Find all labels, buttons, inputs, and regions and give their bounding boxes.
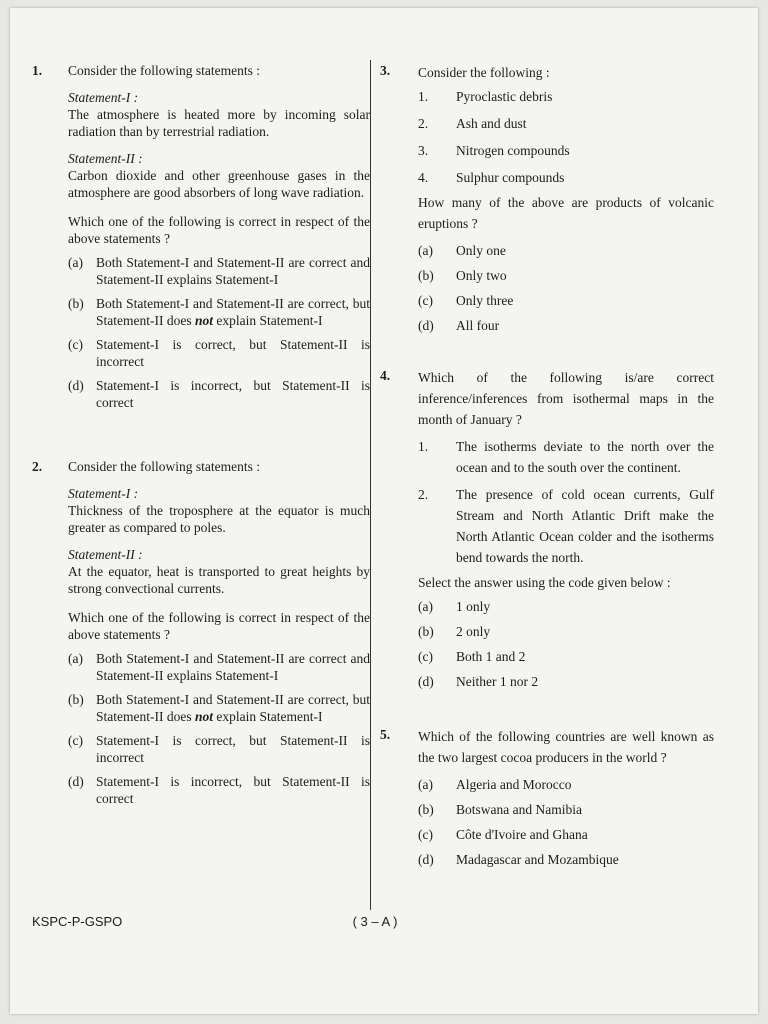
- option-c[interactable]: (c) Statement-I is correct, but Statement-II is incorrect: [68, 733, 370, 765]
- option-a[interactable]: (a) Only one: [418, 243, 506, 258]
- statement-1-text: Thickness of the troposphere at the equator is much greater as compared to poles.: [68, 503, 370, 535]
- option-a[interactable]: (a) 1 only: [418, 599, 491, 614]
- statement-1-label: Statement-I :: [68, 486, 139, 501]
- list-item: 2. The presence of cold ocean currents, Gulf Stream and North Atlantic Drift make the North Atlantic Ocean colder and the isotherms bend towards the north.: [418, 487, 714, 565]
- statement-1-label: Statement-I :: [68, 90, 139, 105]
- option-d[interactable]: (d) Statement-I is incorrect, but Statement-II is correct: [68, 378, 370, 410]
- statement-2-text: At the equator, heat is transported to great heights by strong convectional currents.: [68, 564, 370, 596]
- question-intro: Consider the following statements :: [68, 63, 260, 78]
- emphasis-not: not: [194, 313, 213, 328]
- question-1: [32, 62, 370, 411]
- question-number: 5.: [380, 727, 391, 742]
- option-c[interactable]: (c) Both 1 and 2: [418, 649, 526, 664]
- statement-2-label: Statement-II :: [68, 547, 143, 562]
- page-number: ( 3 – A ): [352, 914, 398, 929]
- question-stem: Which one of the following is correct in respect of the above statements ?: [68, 610, 370, 642]
- question-number: 1.: [32, 63, 43, 78]
- question-stem: How many of the above are products of volcanic eruptions ?: [418, 195, 714, 231]
- statement-2-text: Carbon dioxide and other greenhouse gases in the atmosphere are good absorbers of long wave radiation.: [68, 168, 370, 200]
- option-a[interactable]: (a) Both Statement-I and Statement-II are correct and Statement-II explains Statement-I: [68, 255, 370, 287]
- list-item: 3. Nitrogen compounds: [418, 143, 570, 158]
- list-item: 4. Sulphur compounds: [418, 170, 565, 185]
- option-c[interactable]: (c) Only three: [418, 293, 514, 308]
- option-b[interactable]: (b) 2 only: [418, 624, 491, 639]
- column-divider: [370, 60, 371, 910]
- question-stem: Which of the following countries are well known as the two largest cocoa producers in the world ?: [418, 729, 714, 765]
- question-intro: Consider the following statements :: [68, 459, 260, 474]
- question-4: [380, 367, 714, 690]
- option-c[interactable]: (c) Statement-I is correct, but Statement-II is incorrect: [68, 337, 370, 369]
- question-5: [380, 726, 714, 868]
- exam-page: [10, 8, 758, 1014]
- question-stem: Which of the following is/are correct inference/inferences from isothermal maps in the month of January ?: [418, 370, 714, 427]
- code-instruction: Select the answer using the code given below :: [418, 575, 671, 590]
- question-intro: Consider the following :: [418, 65, 550, 80]
- option-b[interactable]: (b) Both Statement-I and Statement-II are correct, but Statement-II does not explain Statement-I: [68, 692, 370, 724]
- option-a[interactable]: (a) Both Statement-I and Statement-II are correct and Statement-II explains Statement-I: [68, 651, 370, 683]
- option-d[interactable]: (d) Statement-I is incorrect, but Statement-II is correct: [68, 774, 370, 806]
- option-d[interactable]: (d) Neither 1 nor 2: [418, 674, 539, 689]
- option-d[interactable]: (d) All four: [418, 318, 500, 333]
- option-b[interactable]: (b) Only two: [418, 268, 507, 283]
- option-b[interactable]: (b) Botswana and Namibia: [418, 802, 582, 817]
- right-column: [380, 62, 714, 868]
- question-number: 4.: [380, 368, 391, 383]
- list-item: 1. Pyroclastic debris: [418, 89, 553, 104]
- option-d[interactable]: (d) Madagascar and Mozambique: [418, 852, 619, 867]
- statement-2-label: Statement-II :: [68, 151, 143, 166]
- left-column: [32, 62, 370, 807]
- list-item: 1. The isotherms deviate to the north over the ocean and to the south over the continent.: [418, 439, 714, 475]
- option-b[interactable]: (b) Both Statement-I and Statement-II are correct, but Statement-II does not explain Statement-I: [68, 296, 370, 328]
- question-number: 3.: [380, 63, 391, 78]
- option-c[interactable]: (c) Côte d'Ivoire and Ghana: [418, 827, 588, 842]
- emphasis-not: not: [194, 709, 213, 724]
- question-3: [380, 62, 714, 334]
- question-2: [32, 458, 370, 807]
- list-item: 2. Ash and dust: [418, 116, 527, 131]
- paper-code: KSPC-P-GSPO: [32, 914, 123, 929]
- question-number: 2.: [32, 459, 43, 474]
- statement-1-text: The atmosphere is heated more by incoming solar radiation than by terrestrial radiation.: [68, 107, 370, 139]
- option-a[interactable]: (a) Algeria and Morocco: [418, 777, 572, 792]
- question-stem: Which one of the following is correct in respect of the above statements ?: [68, 214, 370, 246]
